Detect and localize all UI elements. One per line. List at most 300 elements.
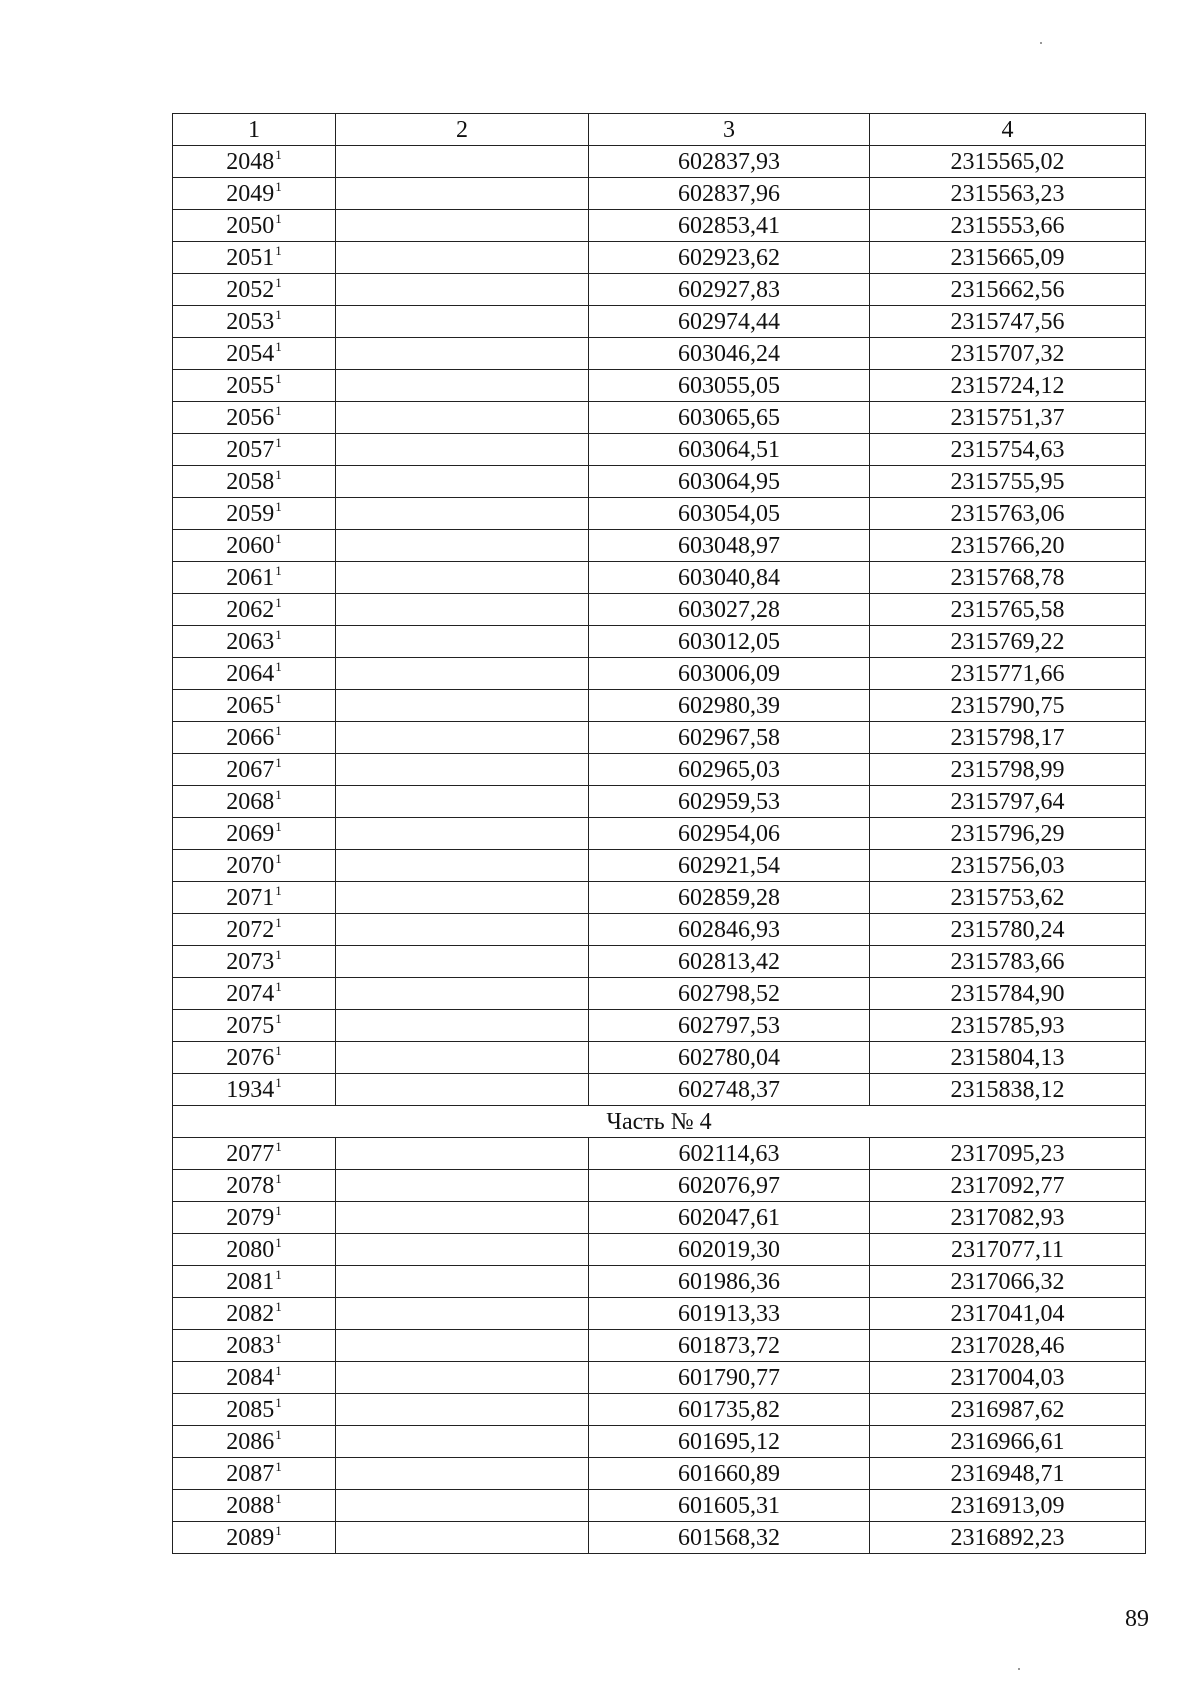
- point-number: 2066: [226, 724, 275, 751]
- point-number-cell: [173, 562, 336, 594]
- point-number-superscript: 1: [275, 626, 282, 642]
- point-number-superscript: 1: [275, 946, 282, 962]
- empty-cell: [336, 498, 589, 530]
- point-number-superscript: 1: [275, 1522, 282, 1538]
- coordinate-x-cell: 601695,12: [589, 1426, 870, 1458]
- point-number-superscript: 1: [275, 402, 282, 418]
- empty-cell: [336, 210, 589, 242]
- coordinate-y-cell: 2315780,24: [870, 914, 1146, 946]
- point-number: 2069: [226, 820, 275, 847]
- table-row: [173, 498, 1146, 530]
- point-number-cell: [173, 498, 336, 530]
- point-number: 2076: [226, 1044, 275, 1071]
- section-title: Часть № 4: [173, 1106, 1146, 1138]
- point-number-cell: [173, 1170, 336, 1202]
- point-number: 2063: [226, 628, 275, 655]
- empty-cell: [336, 434, 589, 466]
- coordinate-x-cell: 603027,28: [589, 594, 870, 626]
- coordinate-y-cell: 2315798,17: [870, 722, 1146, 754]
- table-row: [173, 146, 1146, 178]
- coordinate-y-cell: 2315754,63: [870, 434, 1146, 466]
- point-number-superscript: 1: [275, 1298, 282, 1314]
- point-number-cell: [173, 370, 336, 402]
- coordinate-y-cell: 2315662,56: [870, 274, 1146, 306]
- coordinate-x-cell: 603048,97: [589, 530, 870, 562]
- point-number-superscript: 1: [275, 1426, 282, 1442]
- point-number-cell: [173, 658, 336, 690]
- coordinate-y-cell: 2315766,20: [870, 530, 1146, 562]
- point-number: 2057: [226, 436, 275, 463]
- coordinate-y-cell: 2317066,32: [870, 1266, 1146, 1298]
- coordinate-x-cell: 602114,63: [589, 1138, 870, 1170]
- coordinate-x-cell: 603040,84: [589, 562, 870, 594]
- point-number: 2065: [226, 692, 275, 719]
- point-number-superscript: 1: [275, 882, 282, 898]
- table-row: [173, 626, 1146, 658]
- point-number-cell: [173, 690, 336, 722]
- coordinate-x-cell: 603006,09: [589, 658, 870, 690]
- coordinate-x-cell: 602980,39: [589, 690, 870, 722]
- empty-cell: [336, 562, 589, 594]
- table-row: [173, 1042, 1146, 1074]
- point-number: 2089: [226, 1524, 275, 1551]
- point-number-superscript: 1: [275, 1394, 282, 1410]
- coordinate-y-cell: 2315751,37: [870, 402, 1146, 434]
- point-number-cell: [173, 1298, 336, 1330]
- header-col-2: 2: [336, 114, 589, 146]
- coordinate-x-cell: 603054,05: [589, 498, 870, 530]
- table-row: [173, 1330, 1146, 1362]
- point-number-superscript: 1: [275, 1458, 282, 1474]
- table-row: [173, 1362, 1146, 1394]
- coordinate-y-cell: 2315790,75: [870, 690, 1146, 722]
- coordinate-y-cell: 2316892,23: [870, 1522, 1146, 1554]
- coordinate-y-cell: 2315784,90: [870, 978, 1146, 1010]
- coordinate-x-cell: 601660,89: [589, 1458, 870, 1490]
- point-number: 2083: [226, 1332, 275, 1359]
- table-row: [173, 690, 1146, 722]
- point-number: 2055: [226, 372, 275, 399]
- point-number: 2054: [226, 340, 275, 367]
- coordinate-x-cell: 602780,04: [589, 1042, 870, 1074]
- point-number: 2087: [226, 1460, 275, 1487]
- coordinate-x-cell: 601790,77: [589, 1362, 870, 1394]
- empty-cell: [336, 1010, 589, 1042]
- point-number-cell: [173, 1426, 336, 1458]
- point-number-cell: [173, 1234, 336, 1266]
- table-row: [173, 1234, 1146, 1266]
- point-number: 2085: [226, 1396, 275, 1423]
- point-number-superscript: 1: [275, 658, 282, 674]
- point-number: 2051: [226, 244, 275, 271]
- point-number-cell: [173, 882, 336, 914]
- coordinate-x-cell: 601986,36: [589, 1266, 870, 1298]
- table-row: [173, 754, 1146, 786]
- coordinate-y-cell: 2315804,13: [870, 1042, 1146, 1074]
- point-number-cell: [173, 402, 336, 434]
- table-row: [173, 1458, 1146, 1490]
- empty-cell: [336, 658, 589, 690]
- point-number-cell: [173, 1394, 336, 1426]
- coordinate-x-cell: 602076,97: [589, 1170, 870, 1202]
- empty-cell: [336, 370, 589, 402]
- point-number-superscript: 1: [275, 1490, 282, 1506]
- coordinates-table-body: [173, 114, 1146, 1554]
- coordinate-y-cell: 2315785,93: [870, 1010, 1146, 1042]
- header-col-1: 1: [173, 114, 336, 146]
- section-row: [173, 1106, 1146, 1138]
- point-number: 2073: [226, 948, 275, 975]
- empty-cell: [336, 754, 589, 786]
- point-number: 2058: [226, 468, 275, 495]
- empty-cell: [336, 274, 589, 306]
- coordinate-y-cell: 2315769,22: [870, 626, 1146, 658]
- point-number-superscript: 1: [275, 1362, 282, 1378]
- point-number: 2079: [226, 1204, 275, 1231]
- point-number-superscript: 1: [275, 754, 282, 770]
- point-number-superscript: 1: [275, 562, 282, 578]
- coordinate-y-cell: 2316966,61: [870, 1426, 1146, 1458]
- table-row: [173, 530, 1146, 562]
- coordinate-x-cell: 602965,03: [589, 754, 870, 786]
- coordinate-y-cell: 2316987,62: [870, 1394, 1146, 1426]
- point-number-superscript: 1: [275, 1042, 282, 1058]
- point-number: 2086: [226, 1428, 275, 1455]
- point-number-superscript: 1: [275, 434, 282, 450]
- coordinates-table: [172, 113, 1146, 1554]
- empty-cell: [336, 1394, 589, 1426]
- point-number: 2067: [226, 756, 275, 783]
- coordinate-x-cell: 601873,72: [589, 1330, 870, 1362]
- point-number-cell: [173, 466, 336, 498]
- coordinate-x-cell: 602798,52: [589, 978, 870, 1010]
- point-number: 2061: [226, 564, 275, 591]
- coordinate-y-cell: 2315768,78: [870, 562, 1146, 594]
- table-row: [173, 210, 1146, 242]
- coordinate-x-cell: 601735,82: [589, 1394, 870, 1426]
- table-row: [173, 594, 1146, 626]
- coordinate-y-cell: 2317077,11: [870, 1234, 1146, 1266]
- empty-cell: [336, 626, 589, 658]
- table-row: [173, 978, 1146, 1010]
- table-row: [173, 1426, 1146, 1458]
- point-number-cell: [173, 178, 336, 210]
- coordinate-y-cell: 2317041,04: [870, 1298, 1146, 1330]
- point-number-superscript: 1: [275, 722, 282, 738]
- empty-cell: [336, 690, 589, 722]
- empty-cell: [336, 1170, 589, 1202]
- point-number-superscript: 1: [275, 818, 282, 834]
- coordinate-y-cell: 2315665,09: [870, 242, 1146, 274]
- empty-cell: [336, 530, 589, 562]
- empty-cell: [336, 914, 589, 946]
- empty-cell: [336, 306, 589, 338]
- point-number: 2052: [226, 276, 275, 303]
- empty-cell: [336, 1330, 589, 1362]
- page-number: 89: [1125, 1606, 1149, 1632]
- table-row: [173, 1394, 1146, 1426]
- header-col-4: 4: [870, 114, 1146, 146]
- empty-cell: [336, 882, 589, 914]
- coordinate-y-cell: 2315838,12: [870, 1074, 1146, 1106]
- point-number-cell: [173, 722, 336, 754]
- table-row: [173, 1522, 1146, 1554]
- coordinate-y-cell: 2315753,62: [870, 882, 1146, 914]
- coordinate-y-cell: 2315783,66: [870, 946, 1146, 978]
- point-number-superscript: 1: [275, 210, 282, 226]
- point-number: 2071: [226, 884, 275, 911]
- point-number-superscript: 1: [275, 786, 282, 802]
- coordinate-y-cell: 2315771,66: [870, 658, 1146, 690]
- coordinate-x-cell: 601605,31: [589, 1490, 870, 1522]
- point-number-cell: [173, 818, 336, 850]
- table-row: [173, 1170, 1146, 1202]
- table-row: [173, 658, 1146, 690]
- coordinate-x-cell: 602047,61: [589, 1202, 870, 1234]
- coordinate-y-cell: 2315798,99: [870, 754, 1146, 786]
- point-number-superscript: 1: [275, 530, 282, 546]
- coordinate-x-cell: 602019,30: [589, 1234, 870, 1266]
- coordinate-y-cell: 2315765,58: [870, 594, 1146, 626]
- coordinate-x-cell: 603064,51: [589, 434, 870, 466]
- empty-cell: [336, 1138, 589, 1170]
- coordinate-y-cell: 2315797,64: [870, 786, 1146, 818]
- empty-cell: [336, 1202, 589, 1234]
- coordinate-x-cell: 602748,37: [589, 1074, 870, 1106]
- point-number-superscript: 1: [275, 1074, 282, 1090]
- point-number-superscript: 1: [275, 274, 282, 290]
- point-number: 1934: [226, 1076, 275, 1103]
- table-row: [173, 1202, 1146, 1234]
- table-row: [173, 722, 1146, 754]
- coordinate-y-cell: 2316913,09: [870, 1490, 1146, 1522]
- point-number-cell: [173, 978, 336, 1010]
- coordinate-x-cell: 603055,05: [589, 370, 870, 402]
- table-row: [173, 1266, 1146, 1298]
- coordinate-x-cell: 602967,58: [589, 722, 870, 754]
- point-number-superscript: 1: [275, 1010, 282, 1026]
- coordinate-x-cell: 602813,42: [589, 946, 870, 978]
- table-row: [173, 242, 1146, 274]
- point-number: 2064: [226, 660, 275, 687]
- table-row: [173, 786, 1146, 818]
- coordinate-x-cell: 602921,54: [589, 850, 870, 882]
- coordinate-x-cell: 603065,65: [589, 402, 870, 434]
- point-number-cell: [173, 338, 336, 370]
- table-row: [173, 818, 1146, 850]
- table-row: [173, 1298, 1146, 1330]
- empty-cell: [336, 1042, 589, 1074]
- table-row: [173, 178, 1146, 210]
- point-number-cell: [173, 1458, 336, 1490]
- point-number-cell: [173, 210, 336, 242]
- point-number-superscript: 1: [275, 178, 282, 194]
- coordinate-x-cell: 603012,05: [589, 626, 870, 658]
- point-number-superscript: 1: [275, 498, 282, 514]
- coordinate-y-cell: 2315756,03: [870, 850, 1146, 882]
- point-number-cell: [173, 1010, 336, 1042]
- point-number-cell: [173, 530, 336, 562]
- point-number: 2082: [226, 1300, 275, 1327]
- point-number-superscript: 1: [275, 338, 282, 354]
- point-number: 2060: [226, 532, 275, 559]
- point-number: 2049: [226, 180, 275, 207]
- point-number-superscript: 1: [275, 1330, 282, 1346]
- point-number: 2084: [226, 1364, 275, 1391]
- empty-cell: [336, 786, 589, 818]
- point-number-cell: [173, 242, 336, 274]
- coordinate-x-cell: 602974,44: [589, 306, 870, 338]
- coordinate-y-cell: 2317082,93: [870, 1202, 1146, 1234]
- point-number-superscript: 1: [275, 594, 282, 610]
- header-row: [173, 114, 1146, 146]
- coordinate-x-cell: 601568,32: [589, 1522, 870, 1554]
- empty-cell: [336, 1234, 589, 1266]
- coordinate-y-cell: 2315563,23: [870, 178, 1146, 210]
- point-number: 2081: [226, 1268, 275, 1295]
- empty-cell: [336, 338, 589, 370]
- empty-cell: [336, 1266, 589, 1298]
- point-number-cell: [173, 850, 336, 882]
- coordinate-y-cell: 2315796,29: [870, 818, 1146, 850]
- point-number-superscript: 1: [275, 1266, 282, 1282]
- point-number-superscript: 1: [275, 1202, 282, 1218]
- coordinate-y-cell: 2316948,71: [870, 1458, 1146, 1490]
- point-number-cell: [173, 1074, 336, 1106]
- empty-cell: [336, 1298, 589, 1330]
- point-number-cell: [173, 946, 336, 978]
- coordinate-x-cell: 602959,53: [589, 786, 870, 818]
- coordinate-x-cell: 602853,41: [589, 210, 870, 242]
- point-number-cell: [173, 434, 336, 466]
- empty-cell: [336, 466, 589, 498]
- point-number-superscript: 1: [275, 242, 282, 258]
- empty-cell: [336, 146, 589, 178]
- coordinate-y-cell: 2315755,95: [870, 466, 1146, 498]
- coordinate-x-cell: 602837,96: [589, 178, 870, 210]
- empty-cell: [336, 242, 589, 274]
- point-number-superscript: 1: [275, 1234, 282, 1250]
- table-row: [173, 562, 1146, 594]
- point-number-cell: [173, 1266, 336, 1298]
- empty-cell: [336, 818, 589, 850]
- table-row: [173, 850, 1146, 882]
- point-number-cell: [173, 274, 336, 306]
- point-number: 2059: [226, 500, 275, 527]
- coordinate-x-cell: 602927,83: [589, 274, 870, 306]
- point-number-cell: [173, 146, 336, 178]
- coordinate-x-cell: 602846,93: [589, 914, 870, 946]
- table-row: [173, 1490, 1146, 1522]
- point-number-superscript: 1: [275, 1138, 282, 1154]
- coordinate-y-cell: 2315747,56: [870, 306, 1146, 338]
- point-number-superscript: 1: [275, 306, 282, 322]
- empty-cell: [336, 1362, 589, 1394]
- point-number-superscript: 1: [275, 370, 282, 386]
- point-number: 2078: [226, 1172, 275, 1199]
- point-number-superscript: 1: [275, 914, 282, 930]
- coordinate-x-cell: 602923,62: [589, 242, 870, 274]
- coordinate-y-cell: 2315724,12: [870, 370, 1146, 402]
- coordinate-x-cell: 602797,53: [589, 1010, 870, 1042]
- point-number: 2048: [226, 148, 275, 175]
- point-number-superscript: 1: [275, 850, 282, 866]
- header-col-3: 3: [589, 114, 870, 146]
- point-number: 2072: [226, 916, 275, 943]
- table-row: [173, 306, 1146, 338]
- empty-cell: [336, 178, 589, 210]
- point-number-cell: [173, 1330, 336, 1362]
- coordinate-y-cell: 2317028,46: [870, 1330, 1146, 1362]
- table-row: [173, 946, 1146, 978]
- point-number: 2074: [226, 980, 275, 1007]
- table-row: [173, 914, 1146, 946]
- point-number: 2088: [226, 1492, 275, 1519]
- point-number-superscript: 1: [275, 1170, 282, 1186]
- coordinate-x-cell: 601913,33: [589, 1298, 870, 1330]
- point-number-cell: [173, 914, 336, 946]
- coordinate-y-cell: 2315707,32: [870, 338, 1146, 370]
- empty-cell: [336, 1522, 589, 1554]
- table-row: [173, 338, 1146, 370]
- empty-cell: [336, 594, 589, 626]
- coordinate-x-cell: 602954,06: [589, 818, 870, 850]
- coordinate-x-cell: 603046,24: [589, 338, 870, 370]
- empty-cell: [336, 850, 589, 882]
- point-number: 2070: [226, 852, 275, 879]
- point-number-superscript: 1: [275, 466, 282, 482]
- point-number-superscript: 1: [275, 146, 282, 162]
- empty-cell: [336, 1490, 589, 1522]
- point-number-cell: [173, 1202, 336, 1234]
- coordinate-x-cell: 602837,93: [589, 146, 870, 178]
- point-number: 2077: [226, 1140, 275, 1167]
- empty-cell: [336, 1074, 589, 1106]
- coordinate-x-cell: 602859,28: [589, 882, 870, 914]
- coordinate-y-cell: 2315763,06: [870, 498, 1146, 530]
- table-row: [173, 434, 1146, 466]
- point-number: 2062: [226, 596, 275, 623]
- table-row: [173, 1138, 1146, 1170]
- point-number-cell: [173, 306, 336, 338]
- table-row: [173, 466, 1146, 498]
- table-row: [173, 1074, 1146, 1106]
- point-number-cell: [173, 626, 336, 658]
- empty-cell: [336, 1426, 589, 1458]
- point-number-cell: [173, 1362, 336, 1394]
- table-row: [173, 1010, 1146, 1042]
- empty-cell: [336, 978, 589, 1010]
- point-number: 2075: [226, 1012, 275, 1039]
- point-number: 2080: [226, 1236, 275, 1263]
- point-number: 2068: [226, 788, 275, 815]
- coordinate-y-cell: 2317092,77: [870, 1170, 1146, 1202]
- point-number-cell: [173, 1490, 336, 1522]
- point-number-cell: [173, 1138, 336, 1170]
- table-row: [173, 274, 1146, 306]
- empty-cell: [336, 402, 589, 434]
- table-row: [173, 370, 1146, 402]
- point-number: 2053: [226, 308, 275, 335]
- coordinate-y-cell: 2317095,23: [870, 1138, 1146, 1170]
- point-number-superscript: 1: [275, 690, 282, 706]
- point-number-cell: [173, 754, 336, 786]
- point-number: 2050: [226, 212, 275, 239]
- coordinate-y-cell: 2315565,02: [870, 146, 1146, 178]
- table-row: [173, 402, 1146, 434]
- table-row: [173, 882, 1146, 914]
- empty-cell: [336, 1458, 589, 1490]
